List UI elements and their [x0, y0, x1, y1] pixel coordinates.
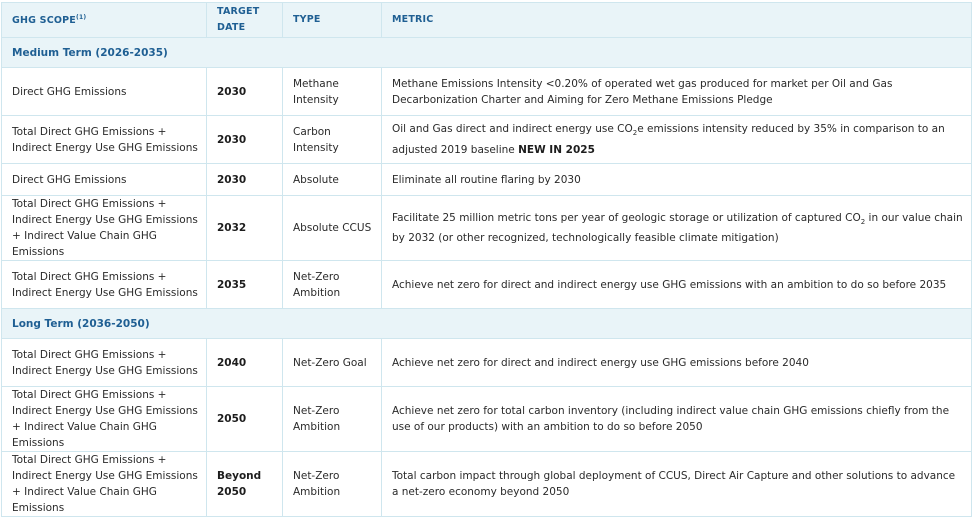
section-row-long-term — [2, 309, 972, 339]
table-row — [2, 164, 972, 196]
section-title: Long Term (2036-2050) — [2, 309, 972, 339]
section-row-medium-term — [2, 38, 972, 68]
header-ghg-scope: GHG SCOPE$^{(1)}$ — [2, 3, 207, 38]
scope-cell: Total Direct GHG Emissions + Indirect Energy Use GHG Emissions + Indirect Value Chain GHG Emissions — [2, 196, 207, 261]
scope-cell: Total Direct GHG Emissions + Indirect Energy Use GHG Emissions — [2, 261, 207, 309]
metric-cell: Eliminate all routine flaring by 2030 — [382, 164, 972, 196]
table-row — [2, 339, 972, 387]
new-badge: NEW IN 2025 — [518, 143, 595, 156]
metric-cell: Methane Emissions Intensity <0.20% of operated wet gas produced for market per Oil and Gas Decarbonization Charter and Aiming for Zero Methane Emissions Pledge — [382, 68, 972, 116]
scope-cell: Direct GHG Emissions — [2, 164, 207, 196]
table-row — [2, 68, 972, 116]
header-metric: METRIC — [382, 3, 972, 38]
ghg-targets-table — [1, 2, 972, 517]
metric-cell: Total carbon impact through global deployment of CCUS, Direct Air Capture and other solutions to advance a net-zero economy beyond 2050 — [382, 452, 972, 517]
footnote-marker: (1) — [76, 14, 87, 22]
table-header-row — [2, 3, 972, 38]
table-row — [2, 452, 972, 517]
target-date-cell: 2050 — [207, 387, 283, 452]
metric-cell: Oil and Gas direct and indirect energy use $CO_2e$ emissions intensity reduced by 35% in comparison to an adjusted 2019 baseline NEW IN 2025 — [382, 116, 972, 164]
header-type: TYPE — [283, 3, 382, 38]
target-date-cell: 2040 — [207, 339, 283, 387]
scope-cell: Total Direct GHG Emissions + Indirect Energy Use GHG Emissions + Indirect Value Chain GHG Emissions — [2, 387, 207, 452]
table-row — [2, 261, 972, 309]
table-row — [2, 387, 972, 452]
type-cell: Net-Zero Goal — [283, 339, 382, 387]
type-cell: Net-Zero Ambition — [283, 452, 382, 517]
target-date-cell: 2030 — [207, 164, 283, 196]
section-title: Medium Term (2026-2035) — [2, 38, 972, 68]
scope-cell: Total Direct GHG Emissions + Indirect Energy Use GHG Emissions — [2, 116, 207, 164]
type-cell: Absolute CCUS — [283, 196, 382, 261]
scope-cell: Total Direct GHG Emissions + Indirect Energy Use GHG Emissions — [2, 339, 207, 387]
metric-cell: Achieve net zero for direct and indirect energy use GHG emissions before 2040 — [382, 339, 972, 387]
scope-cell: Direct GHG Emissions — [2, 68, 207, 116]
type-cell: Net-Zero Ambition — [283, 261, 382, 309]
metric-cell: Facilitate 25 million metric tons per year of geologic storage or utilization of captured $CO_2$ in our value chain by 2032 (or other recognized, technologically feasible climate mitigation) — [382, 196, 972, 261]
target-date-cell: 2035 — [207, 261, 283, 309]
target-date-cell: 2032 — [207, 196, 283, 261]
table-row — [2, 116, 972, 164]
metric-cell: Achieve net zero for total carbon inventory (including indirect value chain GHG emissions chiefly from the use of our products) with an ambition to do so before 2050 — [382, 387, 972, 452]
type-cell: Net-Zero Ambition — [283, 387, 382, 452]
target-date-cell: Beyond 2050 — [207, 452, 283, 517]
target-date-cell: 2030 — [207, 116, 283, 164]
type-cell: Carbon Intensity — [283, 116, 382, 164]
metric-cell: Achieve net zero for direct and indirect energy use GHG emissions with an ambition to do so before 2035 — [382, 261, 972, 309]
scope-cell: Total Direct GHG Emissions + Indirect Energy Use GHG Emissions + Indirect Value Chain GHG Emissions — [2, 452, 207, 517]
header-target-date: TARGET DATE — [207, 3, 283, 38]
type-cell: Absolute — [283, 164, 382, 196]
type-cell: Methane Intensity — [283, 68, 382, 116]
table-row — [2, 196, 972, 261]
target-date-cell: 2030 — [207, 68, 283, 116]
